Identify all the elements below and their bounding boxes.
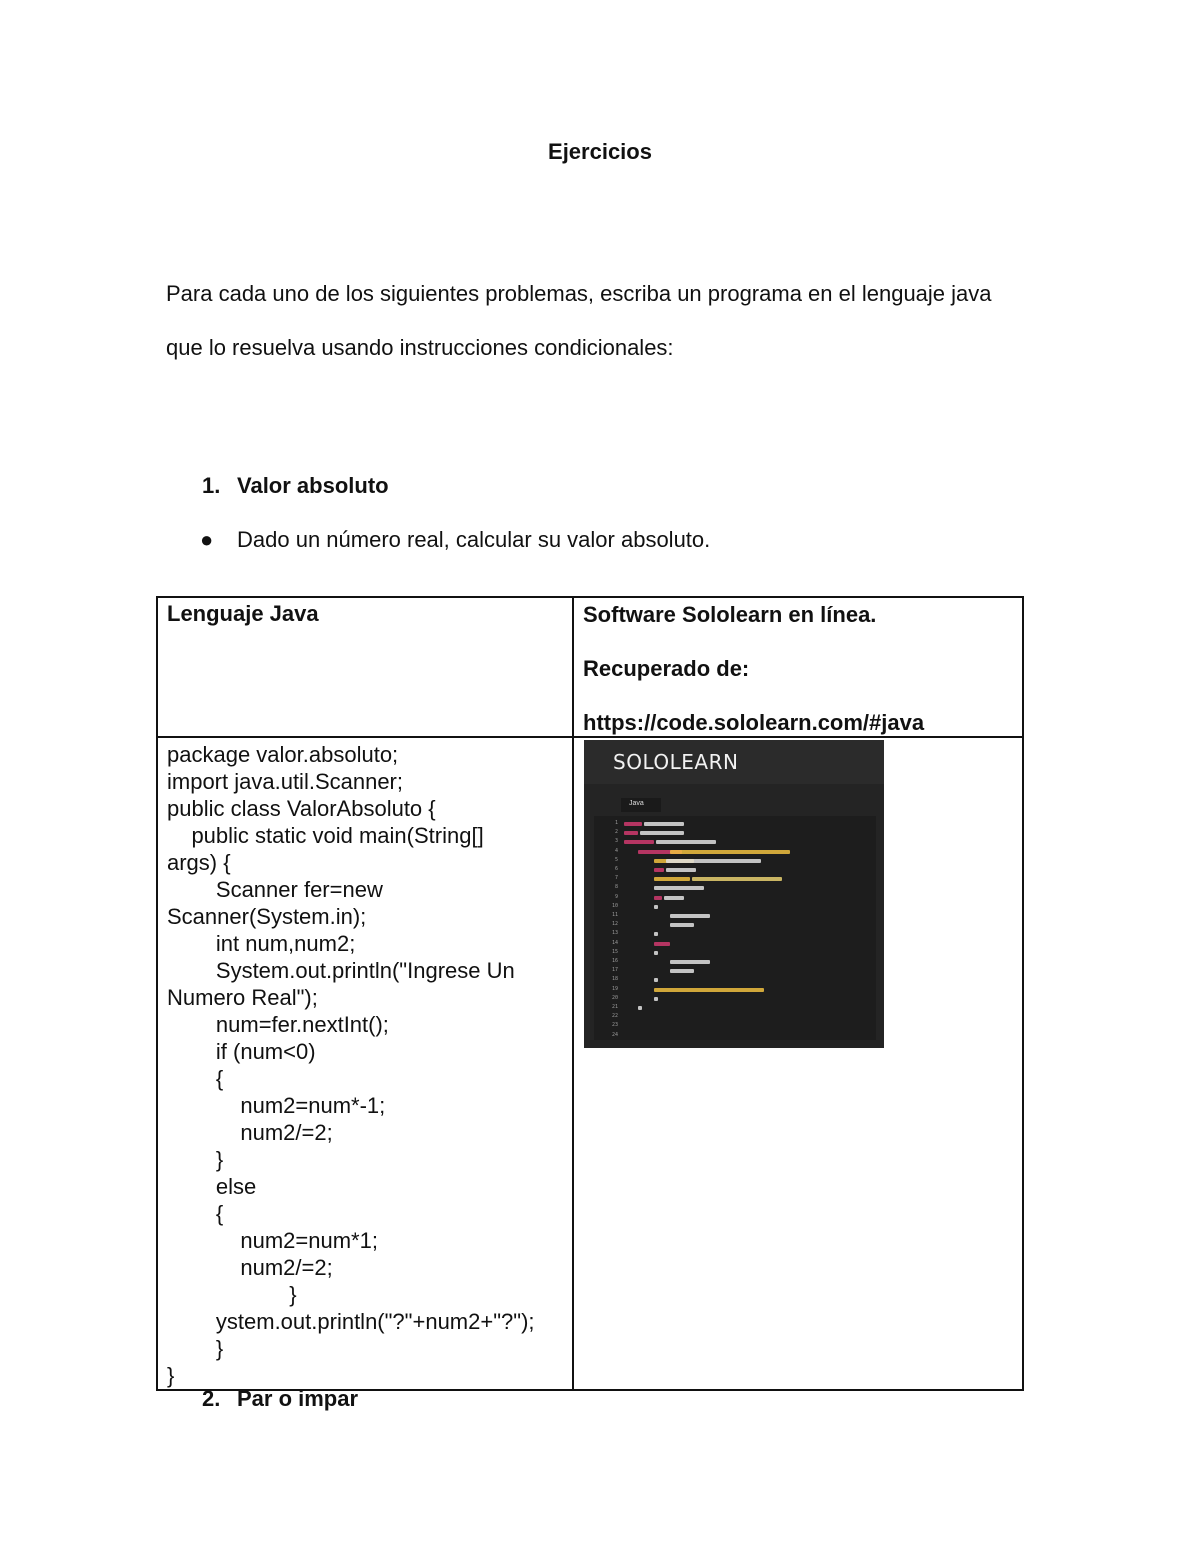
editor-code-token	[654, 886, 704, 890]
editor-code-token	[654, 868, 664, 872]
editor-line-number: 8	[614, 884, 618, 891]
code-line: else	[167, 1174, 257, 1199]
code-line: {	[167, 1201, 224, 1226]
editor-code-token	[670, 969, 694, 973]
sololearn-brand: SOLOLEARN	[584, 740, 884, 784]
screenshot-cell	[573, 737, 1023, 1390]
editor-code-token	[666, 868, 696, 872]
code-line: num=fer.nextInt();	[167, 1012, 389, 1037]
code-line: ystem.out.println("?"+num2+"?");	[167, 1309, 535, 1334]
code-line: int num,num2;	[167, 931, 356, 956]
editor-line-number: 4	[614, 847, 618, 854]
editor-code-token	[624, 831, 638, 835]
header-cell-java	[157, 597, 573, 737]
editor-line-number: 19	[611, 985, 618, 992]
editor-code-token	[654, 997, 658, 1001]
code-line: }	[167, 1363, 175, 1388]
editor-line-number: 21	[611, 1004, 618, 1010]
editor-line-number: 7	[614, 875, 618, 882]
editor-code-token	[654, 896, 662, 900]
editor-line-number: 1	[614, 820, 618, 826]
page-title: Ejercicios	[548, 139, 652, 164]
code-line: }	[167, 1336, 224, 1361]
editor-line-number: 11	[611, 912, 618, 918]
java-code-block	[158, 738, 572, 1389]
section-2-heading	[202, 1386, 358, 1412]
editor-code-token	[656, 840, 716, 844]
code-line: num2/=2;	[167, 1120, 333, 1145]
code-line: import java.util.Scanner;	[167, 769, 403, 794]
code-editor-preview	[594, 816, 876, 1040]
editor-code-token	[654, 932, 658, 936]
bullet-item	[200, 527, 710, 553]
section-2-number: 2.	[202, 1386, 221, 1411]
section-1-number: 1.	[202, 473, 221, 498]
header-sololearn-url: https://code.sololearn.com/#java	[583, 710, 925, 735]
header-java-label: Lenguaje Java	[167, 601, 319, 626]
section-1-title: Valor absoluto	[237, 473, 389, 498]
code-line: }	[167, 1282, 297, 1307]
header-sololearn-line: Recuperado de:	[583, 656, 750, 681]
editor-line-number: 24	[611, 1031, 618, 1038]
code-line: num2=num*-1;	[167, 1093, 386, 1118]
editor-line-number: 10	[611, 902, 618, 909]
code-line: num2=num*1;	[167, 1228, 378, 1253]
header-sololearn-line: Software Sololearn en línea.	[583, 602, 877, 627]
editor-line-number: 14	[611, 939, 618, 946]
editor-code-token	[654, 988, 764, 992]
editor-code-token	[654, 877, 690, 881]
code-line: {	[167, 1066, 224, 1091]
code-line: public class ValorAbsoluto {	[167, 796, 436, 821]
editor-line-number: 22	[611, 1013, 618, 1020]
code-comparison-table	[156, 596, 1024, 1391]
code-line: args) {	[167, 850, 231, 875]
editor-line-number: 3	[614, 838, 618, 845]
code-line: }	[167, 1147, 224, 1172]
code-line: num2/=2;	[167, 1255, 333, 1280]
code-line: Scanner fer=new	[167, 877, 383, 902]
code-line: if (num<0)	[167, 1039, 316, 1064]
editor-code-token	[664, 896, 684, 900]
editor-code-token	[670, 914, 710, 918]
editor-code-token	[624, 822, 642, 826]
editor-line-number: 2	[614, 829, 618, 836]
editor-code-token	[670, 960, 710, 964]
editor-tab-java: Java	[621, 798, 661, 812]
editor-code-token	[670, 923, 694, 927]
editor-code-token	[624, 840, 654, 844]
editor-line-number: 12	[611, 921, 618, 928]
editor-code-token	[644, 822, 684, 826]
code-line: public static void main(String[]	[167, 823, 484, 848]
intro-paragraph: Para cada uno de los siguientes problemas, escriba un programa en el lenguaje java que lo resuelva usando instrucciones condicionales:	[166, 281, 992, 360]
editor-line-number: 20	[611, 994, 618, 1001]
editor-code-token	[666, 859, 761, 863]
editor-code-token	[692, 877, 782, 881]
section-1-heading	[202, 473, 389, 499]
code-line: Numero Real");	[167, 985, 318, 1010]
bullet-text: Dado un número real, calcular su valor absoluto.	[237, 527, 711, 552]
bullet-icon: ●	[200, 527, 214, 552]
code-line: package valor.absoluto;	[167, 742, 399, 767]
editor-code-token	[670, 850, 790, 854]
editor-line-number: 18	[611, 976, 618, 983]
editor-code-token	[654, 942, 670, 946]
header-cell-sololearn	[573, 597, 1023, 737]
code-line: System.out.println("Ingrese Un	[167, 958, 515, 983]
section-2-title: Par o impar	[237, 1386, 359, 1411]
editor-line-number: 15	[611, 948, 618, 955]
editor-code-token	[654, 951, 658, 955]
editor-line-number: 16	[611, 958, 618, 964]
editor-line-number: 5	[614, 856, 618, 863]
editor-line-number: 13	[611, 930, 618, 937]
editor-code-token	[638, 1006, 642, 1010]
editor-line-number: 6	[614, 866, 618, 872]
editor-code-token	[654, 905, 658, 909]
sololearn-screenshot	[584, 740, 884, 1048]
code-line: Scanner(System.in);	[167, 904, 367, 929]
editor-code-token	[640, 831, 684, 835]
editor-line-number: 23	[611, 1022, 618, 1029]
editor-code-token	[654, 978, 658, 982]
code-cell	[157, 737, 573, 1390]
editor-line-number: 17	[611, 967, 618, 974]
editor-line-number: 9	[614, 893, 618, 900]
